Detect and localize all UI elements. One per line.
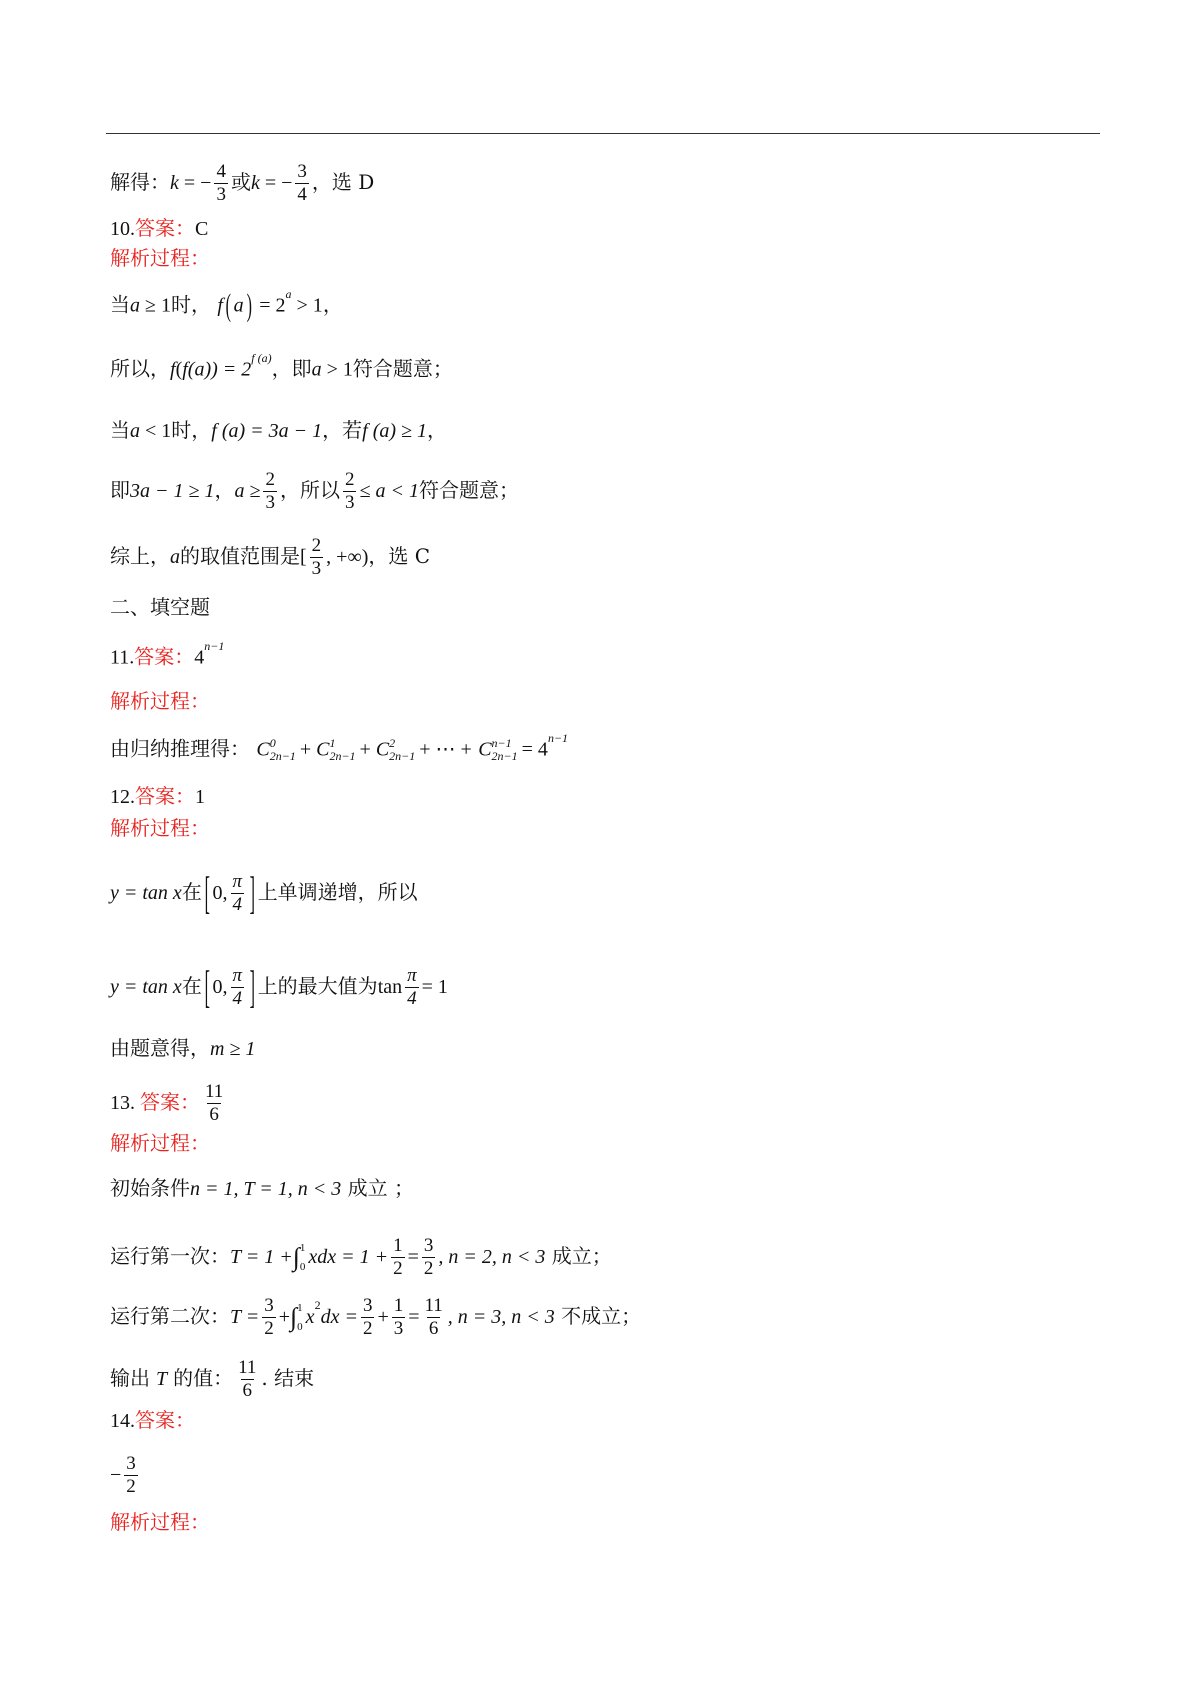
math: = − (259, 172, 293, 195)
q10-line3: 当a < 1时，f (a) = 3a − 1，若f (a) ≥ 1， (110, 418, 448, 442)
q10-line2: 所以，$f(f(a)) = 2^{f (a)}$，即a > 1符合题意； (110, 351, 453, 381)
q13-line2: 运行第一次：T = 1 +∫ 1 0 xdx = 1 + $\frac{1}{2}$ = $\frac{3}{2}$ , n = 2, n < 3 成立； (110, 1235, 612, 1279)
q14-process-label: 解析过程： (110, 1510, 210, 1534)
q13-answer: 13. 答案： $\frac{11}{6}$ (110, 1081, 224, 1125)
q11-answer: 11.答案：$4^{n-1}$ (110, 639, 225, 669)
text: ，选 D (311, 170, 375, 195)
text: 解得： (110, 170, 170, 195)
q13-line1: 初始条件n = 1, T = 1, n < 3 成立 ； (110, 1176, 414, 1200)
math: k (170, 172, 179, 195)
q12-process-label: 解析过程： (110, 816, 210, 840)
q13-line3: 运行第二次：T = $\frac{3}{2}$ +∫ 1 0 $x^2dx$ = $\frac{3}{2}$ + $\frac{1}{3}$ = $\frac{11}{6}$ , n = 3, n < 3 不成立； (110, 1295, 642, 1339)
q13-line4: 输出 T 的值： $\frac{11}{6}$ . 结束 (110, 1357, 315, 1401)
math: k (250, 172, 260, 195)
q10-process-label: 解析过程： (110, 246, 210, 270)
answer-value: C (195, 218, 209, 240)
q10-conclusion: 综上，a的取值范围是[ $\frac{2}{3}$ , +∞)，选 C (110, 535, 431, 579)
q10-line4: 即3a − 1 ≥ 1，a ≥ $\frac{2}{3}$ ，所以 $\frac{2}{3}$ ≤ a < 1符合题意； (110, 469, 519, 513)
solve-line (110, 162, 374, 205)
q11-line1: 由归纳推理得： C 0 2n−1 + C 1 2n−1 + C 2 2n−1 + ⋯ + C n−1 2n−1 = $4^{n-1}$ (110, 731, 569, 764)
q10-line1: 当a ≥ 1时， f ( a ) = $2^a > 1$， (110, 287, 343, 324)
math: = − (178, 172, 212, 195)
fraction: $\frac{4}{3}$ (216, 161, 226, 205)
q14-answer: 14.答案： (110, 1408, 195, 1432)
q12-line2: y = tan x在 [ 0, $\frac{\pi}{4}$ ] 上的最大值为tan $\frac{\pi}{4}$ = 1 (110, 962, 448, 1013)
section-heading: 二、填空题 (110, 595, 210, 619)
q14-answer-value: − $\frac{3}{2}$ (110, 1453, 136, 1497)
q12-answer: 12.答案：1 (110, 784, 205, 808)
fraction: $\frac{3}{4}$ (297, 161, 307, 205)
q11-process-label: 解析过程： (110, 689, 210, 713)
q12-conclusion: 由题意得，m ≥ 1 (110, 1036, 256, 1060)
q12-line1: y = tan x在 [ 0, $\frac{\pi}{4}$ ] 上单调递增，所以 (110, 868, 418, 919)
q10-answer: 10.答案：C (110, 216, 209, 240)
header-rule (106, 133, 1100, 134)
answer-label: 答案： (135, 216, 195, 240)
text: 或 (230, 170, 251, 195)
q13-process-label: 解析过程： (110, 1131, 210, 1155)
